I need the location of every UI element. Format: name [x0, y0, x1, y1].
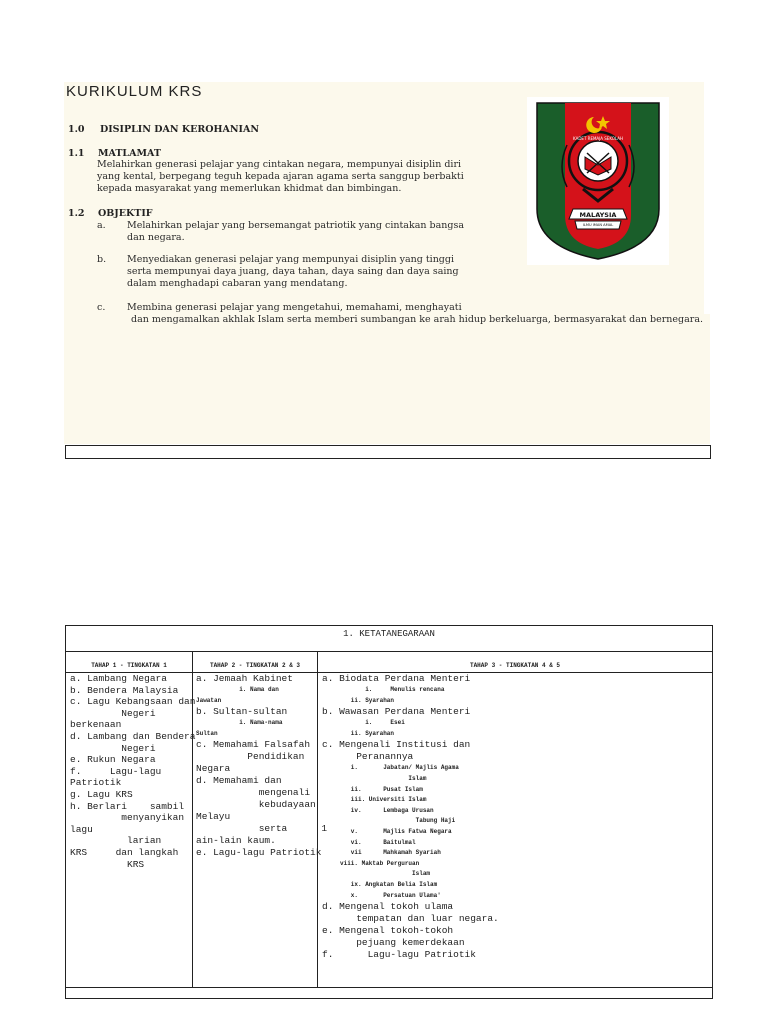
objektif-line: serta mempunyai daya juang, daya tahan, daya saing dan daya saing: [127, 266, 459, 277]
table-cell-line: i. Esei: [322, 719, 405, 727]
table-cell-line: Negara: [196, 763, 231, 775]
table-bottom-divider: [66, 987, 712, 988]
matlamat-line: kepada masyarakat yang memerlukan khidmat dan bimbingan.: [97, 183, 402, 194]
table-cell-line: d. Lambang dan Bendera: [70, 730, 196, 742]
table-cell-line: iv. Lembaga Urusan: [322, 806, 434, 814]
table-cell-line: menyanyikan: [70, 812, 185, 824]
krs-emblem: [527, 97, 669, 265]
table-cell-line: d. Mengenal tokoh ulama: [322, 901, 454, 913]
table-cell-line: d. Memahami dan: [196, 775, 282, 787]
table-cell-line: lagu: [70, 823, 93, 835]
table-title-divider: [66, 651, 712, 652]
section-number: 1.0: [68, 124, 85, 135]
table-cell-line: pejuang kemerdekaan: [322, 937, 465, 949]
table-cell-line: ii. Pusat Islam: [322, 785, 423, 793]
objektif-marker-b: b.: [97, 254, 107, 265]
table-cell-line: g. Lagu KRS: [70, 788, 133, 800]
table-cell-line: a. Biodata Perdana Menteri: [322, 673, 471, 684]
table-cell-line: i. Nama dan: [196, 686, 279, 693]
table-cell-line: kebudayaan: [196, 799, 316, 811]
table-cell-line: Peranannya: [322, 751, 414, 763]
table-cell-line: h. Berlari sambil: [70, 800, 185, 812]
table-cell-line: Tabung Haji: [322, 817, 456, 825]
table-cell-line: ii. Syarahan: [322, 696, 395, 704]
table-cell-line: berkenaan: [70, 719, 122, 731]
table-cell-line: e. Mengenal tokoh-tokoh: [322, 925, 454, 937]
table-title: 1. KETATANEGARAAN: [343, 629, 435, 639]
column-tahap-1: [70, 673, 195, 870]
section-title: DISIPLIN DAN KEROHANIAN: [100, 124, 260, 135]
matlamat-line: yang kental, berpegang teguh kepada ajaran agama serta sanggup berbakti: [97, 171, 464, 182]
column-tahap-3: [322, 673, 499, 961]
document-title: KURIKULUM KRS: [66, 83, 203, 100]
table-cell-line: ii. Syarahan: [322, 729, 395, 737]
ketatanegaraan-table: [65, 625, 713, 999]
table-cell-line: serta 1: [196, 823, 328, 835]
table-cell-line: vii Mahkamah Syariah: [322, 849, 441, 857]
objektif-marker-a: a.: [97, 220, 106, 231]
objektif-item-c-line1: Membina generasi pelajar yang mengetahui, memahami, menghayati: [127, 302, 462, 313]
objektif-line: dalam menghadapi cabaran yang mendatang.: [127, 278, 348, 289]
empty-table-strip: [65, 445, 711, 459]
table-cell-line: Islam: [322, 870, 431, 878]
table-cell-line: a. Jemaah Kabinet: [196, 673, 293, 684]
table-cell-line: iii. Universiti Islam: [322, 796, 427, 804]
krs-emblem-svg: [527, 97, 669, 265]
objektif-marker-c: c.: [97, 302, 106, 313]
table-cell-line: i. Nama-nama: [196, 719, 283, 727]
table-cell-line: mengenali: [196, 787, 311, 799]
table-cell-line: KRS: [70, 858, 145, 870]
table-cell-line: Jawatan: [196, 696, 222, 704]
table-cell-line: larian: [70, 835, 162, 847]
table-cell-line: c. Lagu Kebangsaan dan: [70, 696, 196, 708]
table-cell-line: Negeri: [70, 742, 156, 754]
table-cell-line: e. Rukun Negara: [70, 754, 156, 766]
table-cell-line: tempatan dan luar negara.: [322, 913, 499, 925]
matlamat-text: [97, 159, 464, 195]
objektif-item-a: [127, 220, 464, 244]
table-cell-line: c. Memahami Falsafah: [196, 739, 311, 751]
table-cell-line: b. Wawasan Perdana Menteri: [322, 706, 471, 718]
table-cell-line: c. Mengenali Institusi dan: [322, 739, 471, 751]
header-tahap-3: TAHAP 3 - TINGKATAN 4 & 5: [469, 662, 560, 669]
table-cell-line: ain-lain kaum.: [196, 835, 276, 847]
matlamat-line: Melahirkan generasi pelajar yang cintakan negara, mempunyai disiplin diri: [97, 159, 462, 170]
table-cell-line: e. Lagu-lagu Patriotik: [196, 847, 322, 859]
document-lower-panel: [64, 314, 710, 444]
table-cell-line: b. Bendera Malaysia: [70, 684, 179, 696]
header-tahap-1: TAHAP 1 - TINGKATAN 1: [91, 662, 167, 669]
table-cell-line: Melayu: [196, 811, 231, 823]
table-cell-line: Negeri: [70, 707, 156, 719]
matlamat-title: MATLAMAT: [98, 148, 161, 159]
objektif-item-c-line2: dan mengamalkan akhlak Islam serta memberi sumbangan ke arah hidup berkeluarga, bermasyarakat dan bernegara.: [131, 314, 704, 325]
table-cell-line: Islam: [322, 774, 427, 782]
objektif-line: dan negara.: [127, 232, 185, 243]
objektif-line: Melahirkan pelajar yang bersemangat patriotik yang cintakan bangsa: [127, 220, 464, 231]
table-cell-line: vi. Baitulmal: [322, 838, 416, 846]
table-cell-line: x. Persatuan Ulama': [322, 891, 441, 899]
table-cell-line: KRS dan langkah: [70, 846, 179, 858]
column-tahap-2: [196, 673, 327, 859]
objektif-number: 1.2: [68, 208, 85, 219]
matlamat-number: 1.1: [68, 148, 85, 159]
objektif-line: Menyediakan generasi pelajar yang mempunyai disiplin yang tinggi: [127, 254, 455, 265]
table-cell-line: b. Sultan-sultan: [196, 706, 288, 718]
emblem-motto: ILMU IMAN AMAL: [582, 223, 614, 227]
header-tahap-2: TAHAP 2 - TINGKATAN 2 & 3: [209, 662, 300, 669]
emblem-banner-text: MALAYSIA: [579, 211, 617, 219]
objektif-title: OBJEKTIF: [98, 208, 153, 219]
table-cell-line: v. Majlis Fatwa Negara: [322, 827, 452, 835]
table-cell-line: i. Jabatan/ Majlis Agama: [322, 764, 459, 772]
table-cell-line: Pendidikan: [196, 751, 305, 763]
emblem-arc-text: KADET REMAJA SEKOLAH: [573, 136, 623, 141]
table-cell-line: Patriotik: [70, 777, 122, 789]
table-cell-line: i. Menulis rencana: [322, 686, 445, 693]
table-cell-line: f. Lagu-lagu: [70, 765, 162, 777]
table-cell-line: ix. Angkatan Belia Islam: [322, 880, 438, 888]
table-cell-line: Sultan: [196, 729, 218, 737]
table-cell-line: viii. Maktab Perguruan: [322, 859, 420, 867]
objektif-item-b: [127, 254, 459, 290]
table-cell-line: f. Lagu-lagu Patriotik: [322, 949, 476, 961]
table-cell-line: a. Lambang Negara: [70, 673, 167, 684]
